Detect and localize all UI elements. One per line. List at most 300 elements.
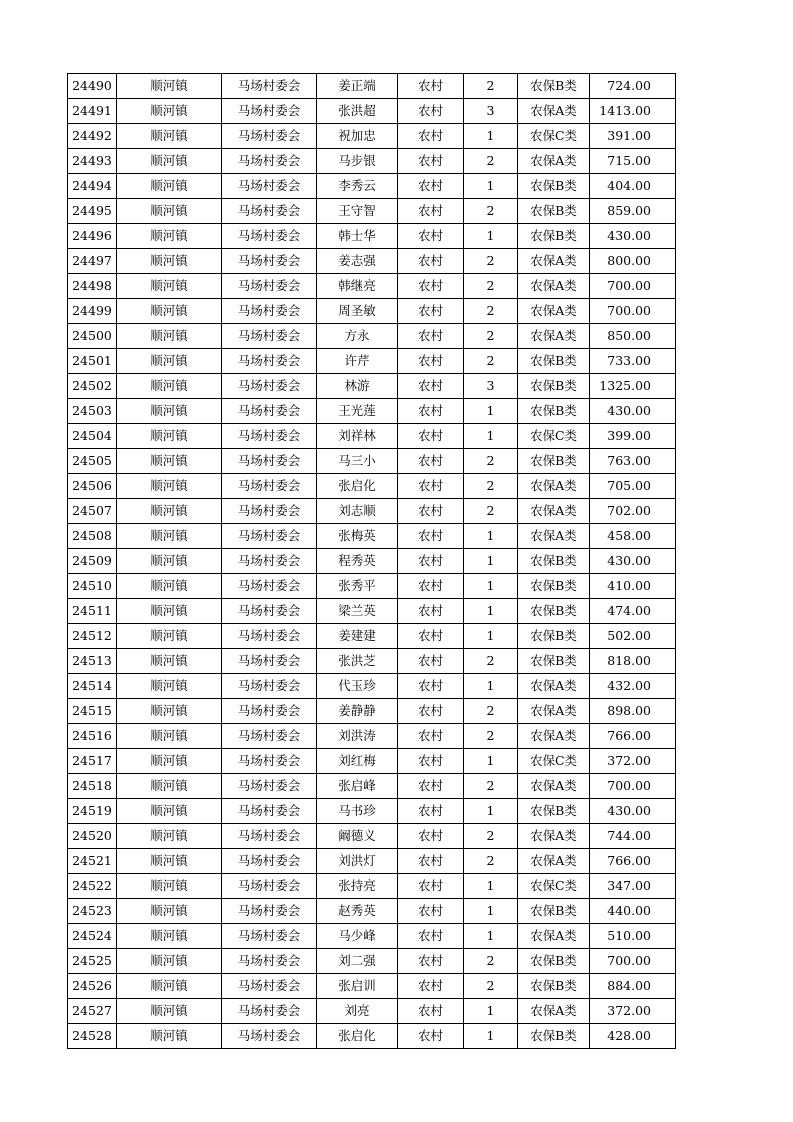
household-type-cell: 农村 xyxy=(398,474,464,499)
village-committee-cell: 马场村委会 xyxy=(222,249,317,274)
village-committee-cell: 马场村委会 xyxy=(222,374,317,399)
person-name-cell: 马书珍 xyxy=(317,799,398,824)
record-id-cell: 24523 xyxy=(68,899,117,924)
person-name-cell: 林游 xyxy=(317,374,398,399)
amount-cell: 391.00 xyxy=(590,124,676,149)
insurance-category-cell: 农保B类 xyxy=(518,549,590,574)
amount-cell: 700.00 xyxy=(590,299,676,324)
table-row xyxy=(68,699,676,724)
person-name-cell: 马步银 xyxy=(317,149,398,174)
insurance-category-cell: 农保B类 xyxy=(518,349,590,374)
table-row xyxy=(68,774,676,799)
person-name-cell: 赵秀英 xyxy=(317,899,398,924)
household-type-cell: 农村 xyxy=(398,649,464,674)
member-count-cell: 1 xyxy=(464,924,518,949)
person-name-cell: 姜静静 xyxy=(317,699,398,724)
amount-cell: 800.00 xyxy=(590,249,676,274)
amount-cell: 766.00 xyxy=(590,724,676,749)
insurance-category-cell: 农保B类 xyxy=(518,599,590,624)
person-name-cell: 马三小 xyxy=(317,449,398,474)
amount-cell: 1413.00 xyxy=(590,99,676,124)
insurance-category-cell: 农保B类 xyxy=(518,649,590,674)
amount-cell: 702.00 xyxy=(590,499,676,524)
town-cell: 顺河镇 xyxy=(117,474,222,499)
village-committee-cell: 马场村委会 xyxy=(222,574,317,599)
amount-cell: 1325.00 xyxy=(590,374,676,399)
town-cell: 顺河镇 xyxy=(117,774,222,799)
town-cell: 顺河镇 xyxy=(117,599,222,624)
table-row xyxy=(68,524,676,549)
village-committee-cell: 马场村委会 xyxy=(222,624,317,649)
amount-cell: 715.00 xyxy=(590,149,676,174)
insurance-category-cell: 农保B类 xyxy=(518,224,590,249)
record-id-cell: 24518 xyxy=(68,774,117,799)
town-cell: 顺河镇 xyxy=(117,999,222,1024)
village-committee-cell: 马场村委会 xyxy=(222,1024,317,1049)
person-name-cell: 刘祥林 xyxy=(317,424,398,449)
amount-cell: 733.00 xyxy=(590,349,676,374)
village-committee-cell: 马场村委会 xyxy=(222,349,317,374)
member-count-cell: 3 xyxy=(464,99,518,124)
town-cell: 顺河镇 xyxy=(117,299,222,324)
household-type-cell: 农村 xyxy=(398,799,464,824)
table-row xyxy=(68,574,676,599)
household-type-cell: 农村 xyxy=(398,149,464,174)
member-count-cell: 2 xyxy=(464,974,518,999)
insurance-category-cell: 农保B类 xyxy=(518,199,590,224)
table-row xyxy=(68,799,676,824)
town-cell: 顺河镇 xyxy=(117,799,222,824)
town-cell: 顺河镇 xyxy=(117,349,222,374)
record-id-cell: 24513 xyxy=(68,649,117,674)
village-committee-cell: 马场村委会 xyxy=(222,749,317,774)
record-id-cell: 24527 xyxy=(68,999,117,1024)
member-count-cell: 2 xyxy=(464,474,518,499)
person-name-cell: 张持亮 xyxy=(317,874,398,899)
village-committee-cell: 马场村委会 xyxy=(222,674,317,699)
record-id-cell: 24507 xyxy=(68,499,117,524)
village-committee-cell: 马场村委会 xyxy=(222,724,317,749)
member-count-cell: 1 xyxy=(464,799,518,824)
table-row xyxy=(68,549,676,574)
record-id-cell: 24506 xyxy=(68,474,117,499)
amount-cell: 763.00 xyxy=(590,449,676,474)
table-row xyxy=(68,399,676,424)
insurance-category-cell: 农保A类 xyxy=(518,774,590,799)
person-name-cell: 周圣敏 xyxy=(317,299,398,324)
insurance-category-cell: 农保B类 xyxy=(518,374,590,399)
person-name-cell: 刘红梅 xyxy=(317,749,398,774)
village-committee-cell: 马场村委会 xyxy=(222,124,317,149)
insurance-category-cell: 农保A类 xyxy=(518,724,590,749)
village-committee-cell: 马场村委会 xyxy=(222,449,317,474)
household-type-cell: 农村 xyxy=(398,949,464,974)
member-count-cell: 2 xyxy=(464,724,518,749)
table-row xyxy=(68,724,676,749)
table-row xyxy=(68,124,676,149)
person-name-cell: 张秀平 xyxy=(317,574,398,599)
member-count-cell: 2 xyxy=(464,349,518,374)
table-row xyxy=(68,299,676,324)
insurance-category-cell: 农保C类 xyxy=(518,749,590,774)
village-committee-cell: 马场村委会 xyxy=(222,299,317,324)
record-id-cell: 24520 xyxy=(68,824,117,849)
record-id-cell: 24501 xyxy=(68,349,117,374)
table-row xyxy=(68,224,676,249)
household-type-cell: 农村 xyxy=(398,449,464,474)
member-count-cell: 2 xyxy=(464,199,518,224)
record-id-cell: 24491 xyxy=(68,99,117,124)
table-row xyxy=(68,674,676,699)
insurance-category-cell: 农保A类 xyxy=(518,274,590,299)
amount-cell: 430.00 xyxy=(590,224,676,249)
town-cell: 顺河镇 xyxy=(117,224,222,249)
town-cell: 顺河镇 xyxy=(117,149,222,174)
household-type-cell: 农村 xyxy=(398,349,464,374)
insurance-category-cell: 农保A类 xyxy=(518,499,590,524)
amount-cell: 884.00 xyxy=(590,974,676,999)
amount-cell: 404.00 xyxy=(590,174,676,199)
record-id-cell: 24499 xyxy=(68,299,117,324)
amount-cell: 432.00 xyxy=(590,674,676,699)
town-cell: 顺河镇 xyxy=(117,649,222,674)
amount-cell: 502.00 xyxy=(590,624,676,649)
village-committee-cell: 马场村委会 xyxy=(222,899,317,924)
member-count-cell: 1 xyxy=(464,999,518,1024)
village-committee-cell: 马场村委会 xyxy=(222,524,317,549)
table-row xyxy=(68,149,676,174)
member-count-cell: 2 xyxy=(464,649,518,674)
amount-cell: 458.00 xyxy=(590,524,676,549)
record-id-cell: 24497 xyxy=(68,249,117,274)
village-committee-cell: 马场村委会 xyxy=(222,324,317,349)
village-committee-cell: 马场村委会 xyxy=(222,999,317,1024)
table-row xyxy=(68,449,676,474)
record-id-cell: 24517 xyxy=(68,749,117,774)
member-count-cell: 2 xyxy=(464,74,518,99)
town-cell: 顺河镇 xyxy=(117,174,222,199)
village-committee-cell: 马场村委会 xyxy=(222,799,317,824)
household-type-cell: 农村 xyxy=(398,749,464,774)
amount-cell: 430.00 xyxy=(590,799,676,824)
member-count-cell: 1 xyxy=(464,224,518,249)
record-id-cell: 24514 xyxy=(68,674,117,699)
record-id-cell: 24502 xyxy=(68,374,117,399)
household-type-cell: 农村 xyxy=(398,499,464,524)
record-id-cell: 24494 xyxy=(68,174,117,199)
table-row xyxy=(68,474,676,499)
village-committee-cell: 马场村委会 xyxy=(222,774,317,799)
data-table xyxy=(67,73,676,1049)
table-row xyxy=(68,974,676,999)
insurance-category-cell: 农保B类 xyxy=(518,949,590,974)
person-name-cell: 许芹 xyxy=(317,349,398,374)
village-committee-cell: 马场村委会 xyxy=(222,74,317,99)
member-count-cell: 1 xyxy=(464,899,518,924)
village-committee-cell: 马场村委会 xyxy=(222,924,317,949)
household-type-cell: 农村 xyxy=(398,699,464,724)
member-count-cell: 1 xyxy=(464,124,518,149)
member-count-cell: 1 xyxy=(464,174,518,199)
person-name-cell: 王守智 xyxy=(317,199,398,224)
town-cell: 顺河镇 xyxy=(117,949,222,974)
table-row xyxy=(68,274,676,299)
household-type-cell: 农村 xyxy=(398,724,464,749)
household-type-cell: 农村 xyxy=(398,524,464,549)
table-row xyxy=(68,349,676,374)
member-count-cell: 1 xyxy=(464,624,518,649)
village-committee-cell: 马场村委会 xyxy=(222,599,317,624)
record-id-cell: 24524 xyxy=(68,924,117,949)
amount-cell: 700.00 xyxy=(590,949,676,974)
insurance-category-cell: 农保A类 xyxy=(518,674,590,699)
insurance-category-cell: 农保A类 xyxy=(518,699,590,724)
member-count-cell: 2 xyxy=(464,324,518,349)
town-cell: 顺河镇 xyxy=(117,749,222,774)
table-row xyxy=(68,324,676,349)
insurance-category-cell: 农保A类 xyxy=(518,849,590,874)
amount-cell: 744.00 xyxy=(590,824,676,849)
insurance-category-cell: 农保B类 xyxy=(518,1024,590,1049)
table-row xyxy=(68,499,676,524)
insurance-category-cell: 农保C类 xyxy=(518,124,590,149)
table-row xyxy=(68,624,676,649)
village-committee-cell: 马场村委会 xyxy=(222,849,317,874)
table-row xyxy=(68,649,676,674)
insurance-category-cell: 农保B类 xyxy=(518,74,590,99)
member-count-cell: 2 xyxy=(464,699,518,724)
amount-cell: 410.00 xyxy=(590,574,676,599)
amount-cell: 724.00 xyxy=(590,74,676,99)
insurance-category-cell: 农保A类 xyxy=(518,924,590,949)
record-id-cell: 24493 xyxy=(68,149,117,174)
table-row xyxy=(68,374,676,399)
table-row xyxy=(68,824,676,849)
insurance-category-cell: 农保A类 xyxy=(518,324,590,349)
town-cell: 顺河镇 xyxy=(117,1024,222,1049)
town-cell: 顺河镇 xyxy=(117,874,222,899)
town-cell: 顺河镇 xyxy=(117,899,222,924)
record-id-cell: 24505 xyxy=(68,449,117,474)
record-id-cell: 24521 xyxy=(68,849,117,874)
town-cell: 顺河镇 xyxy=(117,924,222,949)
amount-cell: 399.00 xyxy=(590,424,676,449)
person-name-cell: 阚德义 xyxy=(317,824,398,849)
record-id-cell: 24503 xyxy=(68,399,117,424)
town-cell: 顺河镇 xyxy=(117,574,222,599)
amount-cell: 898.00 xyxy=(590,699,676,724)
household-type-cell: 农村 xyxy=(398,374,464,399)
town-cell: 顺河镇 xyxy=(117,124,222,149)
person-name-cell: 代玉珍 xyxy=(317,674,398,699)
insurance-category-cell: 农保A类 xyxy=(518,999,590,1024)
amount-cell: 850.00 xyxy=(590,324,676,349)
town-cell: 顺河镇 xyxy=(117,499,222,524)
person-name-cell: 刘洪灯 xyxy=(317,849,398,874)
record-id-cell: 24516 xyxy=(68,724,117,749)
person-name-cell: 姜志强 xyxy=(317,249,398,274)
member-count-cell: 1 xyxy=(464,399,518,424)
record-id-cell: 24495 xyxy=(68,199,117,224)
document-page xyxy=(67,73,675,1049)
record-id-cell: 24490 xyxy=(68,74,117,99)
record-id-cell: 24515 xyxy=(68,699,117,724)
town-cell: 顺河镇 xyxy=(117,399,222,424)
household-type-cell: 农村 xyxy=(398,74,464,99)
member-count-cell: 1 xyxy=(464,549,518,574)
village-committee-cell: 马场村委会 xyxy=(222,99,317,124)
village-committee-cell: 马场村委会 xyxy=(222,199,317,224)
person-name-cell: 韩士华 xyxy=(317,224,398,249)
table-row xyxy=(68,174,676,199)
person-name-cell: 方永 xyxy=(317,324,398,349)
member-count-cell: 3 xyxy=(464,374,518,399)
amount-cell: 430.00 xyxy=(590,549,676,574)
record-id-cell: 24508 xyxy=(68,524,117,549)
household-type-cell: 农村 xyxy=(398,1024,464,1049)
household-type-cell: 农村 xyxy=(398,974,464,999)
member-count-cell: 2 xyxy=(464,774,518,799)
table-row xyxy=(68,249,676,274)
table-row xyxy=(68,1024,676,1049)
table-row xyxy=(68,99,676,124)
record-id-cell: 24512 xyxy=(68,624,117,649)
household-type-cell: 农村 xyxy=(398,824,464,849)
person-name-cell: 刘志顺 xyxy=(317,499,398,524)
amount-cell: 510.00 xyxy=(590,924,676,949)
table-row xyxy=(68,949,676,974)
household-type-cell: 农村 xyxy=(398,899,464,924)
household-type-cell: 农村 xyxy=(398,224,464,249)
member-count-cell: 1 xyxy=(464,674,518,699)
insurance-category-cell: 农保B类 xyxy=(518,974,590,999)
table-row xyxy=(68,849,676,874)
household-type-cell: 农村 xyxy=(398,574,464,599)
town-cell: 顺河镇 xyxy=(117,524,222,549)
person-name-cell: 张启化 xyxy=(317,474,398,499)
person-name-cell: 刘二强 xyxy=(317,949,398,974)
member-count-cell: 2 xyxy=(464,149,518,174)
record-id-cell: 24511 xyxy=(68,599,117,624)
village-committee-cell: 马场村委会 xyxy=(222,949,317,974)
household-type-cell: 农村 xyxy=(398,874,464,899)
town-cell: 顺河镇 xyxy=(117,374,222,399)
household-type-cell: 农村 xyxy=(398,299,464,324)
table-row xyxy=(68,74,676,99)
insurance-category-cell: 农保B类 xyxy=(518,899,590,924)
amount-cell: 372.00 xyxy=(590,749,676,774)
household-type-cell: 农村 xyxy=(398,674,464,699)
table-row xyxy=(68,999,676,1024)
household-type-cell: 农村 xyxy=(398,424,464,449)
person-name-cell: 张启训 xyxy=(317,974,398,999)
town-cell: 顺河镇 xyxy=(117,724,222,749)
table-body xyxy=(68,74,676,1049)
person-name-cell: 姜建建 xyxy=(317,624,398,649)
town-cell: 顺河镇 xyxy=(117,699,222,724)
member-count-cell: 1 xyxy=(464,1024,518,1049)
table-row xyxy=(68,924,676,949)
town-cell: 顺河镇 xyxy=(117,424,222,449)
amount-cell: 440.00 xyxy=(590,899,676,924)
record-id-cell: 24492 xyxy=(68,124,117,149)
household-type-cell: 农村 xyxy=(398,924,464,949)
member-count-cell: 2 xyxy=(464,949,518,974)
table-row xyxy=(68,199,676,224)
record-id-cell: 24528 xyxy=(68,1024,117,1049)
table-row xyxy=(68,599,676,624)
amount-cell: 859.00 xyxy=(590,199,676,224)
insurance-category-cell: 农保A类 xyxy=(518,149,590,174)
person-name-cell: 梁兰英 xyxy=(317,599,398,624)
amount-cell: 700.00 xyxy=(590,274,676,299)
household-type-cell: 农村 xyxy=(398,324,464,349)
person-name-cell: 张梅英 xyxy=(317,524,398,549)
household-type-cell: 农村 xyxy=(398,199,464,224)
household-type-cell: 农村 xyxy=(398,124,464,149)
record-id-cell: 24526 xyxy=(68,974,117,999)
member-count-cell: 2 xyxy=(464,274,518,299)
amount-cell: 700.00 xyxy=(590,774,676,799)
household-type-cell: 农村 xyxy=(398,774,464,799)
amount-cell: 474.00 xyxy=(590,599,676,624)
amount-cell: 766.00 xyxy=(590,849,676,874)
member-count-cell: 1 xyxy=(464,524,518,549)
village-committee-cell: 马场村委会 xyxy=(222,224,317,249)
member-count-cell: 2 xyxy=(464,249,518,274)
record-id-cell: 24522 xyxy=(68,874,117,899)
amount-cell: 818.00 xyxy=(590,649,676,674)
town-cell: 顺河镇 xyxy=(117,99,222,124)
amount-cell: 705.00 xyxy=(590,474,676,499)
insurance-category-cell: 农保B类 xyxy=(518,624,590,649)
member-count-cell: 1 xyxy=(464,874,518,899)
person-name-cell: 张洪超 xyxy=(317,99,398,124)
insurance-category-cell: 农保C类 xyxy=(518,874,590,899)
village-committee-cell: 马场村委会 xyxy=(222,474,317,499)
insurance-category-cell: 农保B类 xyxy=(518,574,590,599)
person-name-cell: 程秀英 xyxy=(317,549,398,574)
amount-cell: 430.00 xyxy=(590,399,676,424)
person-name-cell: 张启化 xyxy=(317,1024,398,1049)
insurance-category-cell: 农保A类 xyxy=(518,474,590,499)
member-count-cell: 2 xyxy=(464,849,518,874)
record-id-cell: 24519 xyxy=(68,799,117,824)
insurance-category-cell: 农保C类 xyxy=(518,424,590,449)
member-count-cell: 1 xyxy=(464,574,518,599)
person-name-cell: 王光莲 xyxy=(317,399,398,424)
household-type-cell: 农村 xyxy=(398,399,464,424)
insurance-category-cell: 农保A类 xyxy=(518,524,590,549)
member-count-cell: 2 xyxy=(464,499,518,524)
insurance-category-cell: 农保B类 xyxy=(518,174,590,199)
town-cell: 顺河镇 xyxy=(117,624,222,649)
town-cell: 顺河镇 xyxy=(117,249,222,274)
village-committee-cell: 马场村委会 xyxy=(222,274,317,299)
amount-cell: 428.00 xyxy=(590,1024,676,1049)
record-id-cell: 24525 xyxy=(68,949,117,974)
person-name-cell: 李秀云 xyxy=(317,174,398,199)
town-cell: 顺河镇 xyxy=(117,324,222,349)
record-id-cell: 24498 xyxy=(68,274,117,299)
town-cell: 顺河镇 xyxy=(117,974,222,999)
household-type-cell: 农村 xyxy=(398,999,464,1024)
member-count-cell: 2 xyxy=(464,824,518,849)
table-row xyxy=(68,899,676,924)
insurance-category-cell: 农保A类 xyxy=(518,824,590,849)
person-name-cell: 韩继亮 xyxy=(317,274,398,299)
village-committee-cell: 马场村委会 xyxy=(222,499,317,524)
